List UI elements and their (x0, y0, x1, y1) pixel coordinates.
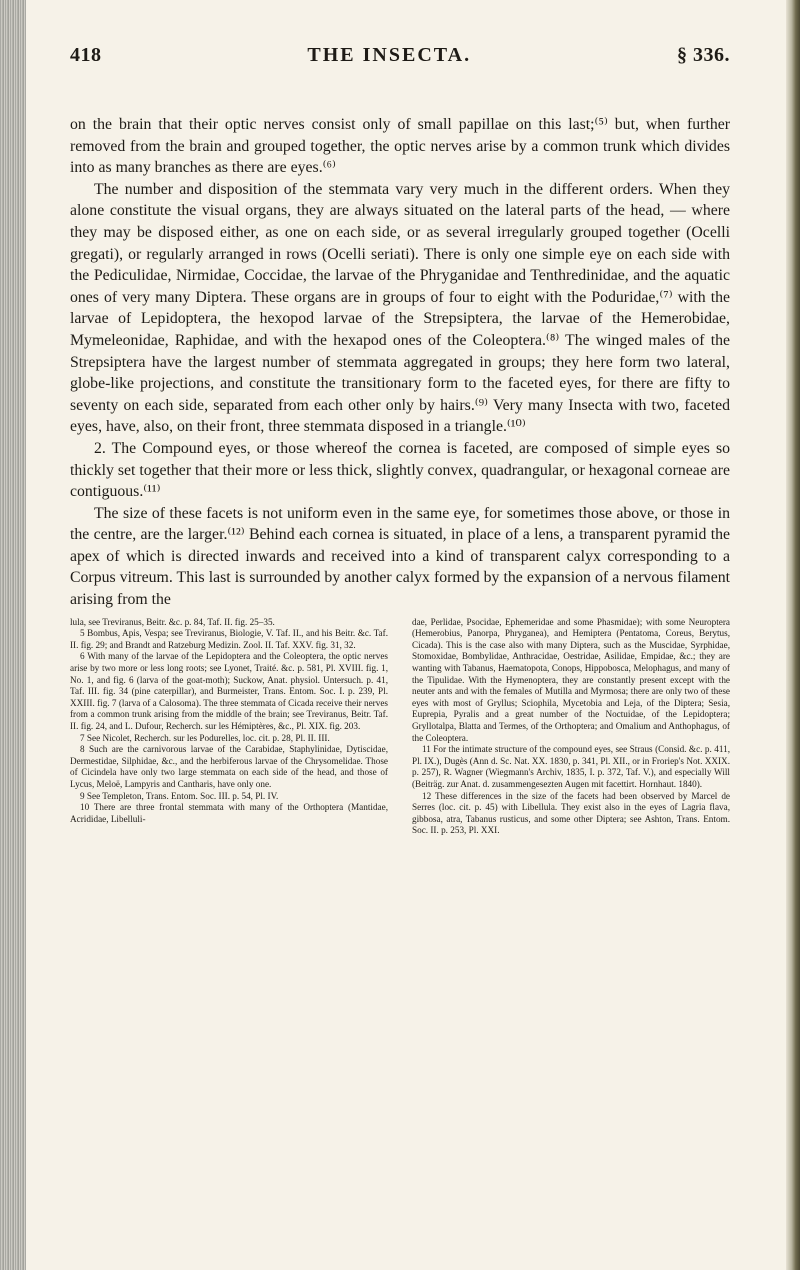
paragraph: 2. The Compound eyes, or those whereof the cornea is faceted, are composed of simple eyes so thickly set together that their more or less thick, slightly convex, quadrangular, or hexagonal corneae are contiguous.⁽¹¹⁾ (70, 439, 730, 501)
paragraph: on the brain that their optic nerves consist only of small papillae on this last;⁽⁵⁾ but, when further removed from the brain and grouped together, the optic nerves arise by a common trunk which divides into as many branches as there are eyes.⁽⁶⁾ (70, 116, 730, 177)
footnote: 12 These differences in the size of the facets had been observed by Marcel de Serres (loc. cit. p. 45) with Libellula. They exist also in the eyes of Lagria flava, gibbosa, atra, Tabanus rusticus, and some other Diptera; see Ashton, Trans. Entom. Soc. II. p. 253, Pl. XXI. (412, 790, 730, 836)
section-number: § 336. (676, 44, 730, 66)
scan-left-edge (0, 0, 26, 1270)
footnote: 5 Bombus, Apis, Vespa; see Treviranus, Biologie, V. Taf. II., and his Beitr. &c. Taf. II. fig. 29; and Brandt and Ratzeburg Medizin. Zool. II. Taf. XXV. fig. 31, 32. (70, 628, 388, 650)
page-number: 418 (70, 44, 102, 66)
footnote: 9 See Templeton, Trans. Entom. Soc. III. p. 54, Pl. IV. (80, 790, 279, 801)
scan-right-edge (786, 0, 800, 1270)
running-title: THE INSECTA. (307, 44, 472, 66)
paragraph: The size of these facets is not uniform even in the same eye, for sometimes those above, or those in the centre, are the larger.⁽¹²⁾ Behind each cornea is situated, in place of a lens, a transparent pyramid the apex of which is directed inwards and received into a kind of transparent calyx corresponding to a Corpus vitreum. This last is surrounded by another calyx formed by the expansion of a nervous filament arising from the (70, 504, 730, 609)
paragraph: The number and disposition of the stemmata vary very much in the different orders. When they alone constitute the visual organs, they are always situated on the lateral parts of the head, — where they may be disposed either, as one on each side, or as several irregularly grouped together (Ocelli gregati), or regularly arranged in rows (Ocelli seriati). There is only one simple eye on each side with the Pediculidae, Nirmidae, Coccidae, the larvae of the Phryganidae and Tenthredinidae, and the aquatic ones of very many Diptera. These organs are in groups of four to eight with the Poduridae,⁽⁷⁾ with the larvae of Lepidoptera, the hexopod larvae of the Strepsiptera, the larvae of the Hemerobidae, Mymeleonidae, Raphidae, and with the hexapod ones of the Coleoptera.⁽⁸⁾ The winged males of the Strepsiptera have the largest number of stemmata aggregated in groups; they here form two lateral, globe-like projections, and constitute the transitionary form to the faceted eyes, for there are fifty to seventy on each side, separated from each other only by hairs.⁽⁹⁾ Very many Insecta with two, faceted eyes, have, also, on their front, three stemmata disposed in a triangle.⁽¹⁰⁾ (70, 180, 730, 436)
footnotes-left-column (70, 617, 388, 837)
footnote: 10 There are three frontal stemmata with many of the Orthoptera (Mantidae, Acrididae, Libelluli- (70, 802, 388, 824)
page-header (70, 44, 730, 74)
footnote: 7 See Nicolet, Recherch. sur les Podurelles, loc. cit. p. 28, Pl. II. III. (80, 732, 330, 743)
main-text (70, 114, 730, 611)
footnote: dae, Perlidae, Psocidae, Ephemeridae and some Phasmidae); with some Neuroptera (Hemerobius, Panorpa, Phryganea), and Hemiptera (Pentatoma, Coreus, Berytus, Cicada). This is the case also with many Diptera, such as the Muscidae, Syrphidae, Stomoxidae, Bombylidae, Anthracidae, Oestridae, Asilidae, Empidae, &c.; they are wanting with Tabanus, Haematopota, Conops, Hippobosca, Melophagus, and many of the Tipulidae. With the Hymenoptera, they are constantly present except with the neuter ants and with the females of Mutilla and Myrmosa; there are only two of these eyes with most of Gryllus; Sciophila, Mycetobia and Leja, of the Diptera; Sesia, Euprepia, Pyralis and a great number of the Noctuidae, of the Lepidoptera; Gryllotalpa, Blatta and Termes, of the Orthoptera; and Omalium and Anthophagus, of the Coleoptera. (412, 616, 730, 743)
footnotes (70, 617, 730, 837)
footnote: 11 For the intimate structure of the compound eyes, see Straus (Consid. &c. p. 411, Pl. IX.), Dugès (Ann d. Sc. Nat. XX. 1830, p. 341, Pl. XII., or in Froriep's Not. XXIX. p. 257), R. Wagner (Wiegmann's Archiv, 1835, I. p. 372, Taf. V.), and especially Will (Beiträg. zur Anat. d. zusammengesezten Augen mit facettirt. Hornhaut. 1840). (412, 744, 730, 789)
book-page (70, 44, 730, 1254)
footnote: lula, see Treviranus, Beitr. &c. p. 84, Taf. II. fig. 25–35. (70, 616, 275, 627)
footnote: 6 With many of the larvae of the Lepidoptera and the Coleoptera, the optic nerves arise by two more or less long roots; see Lyonet, Traité. &c. p. 581, Pl. XVIII. fig. 1, No. 1, and fig. 6 (larva of the goat-moth); Suckow, Anat. physiol. Untersuch. p. 41, Taf. III. fig. 34 (pine caterpillar), and Burmeister, Trans. Entom. Soc. I. p. 239, Pl. XXIII. fig. 7 (larva of a Calosoma). The three stemmata of Cicada receive their nerves from a common trunk arising from the middle of the brain; see Treviranus, Beitr. Taf. II. fig. 24, and L. Dufour, Recherch. sur les Hémiptères, &c., Pl. XIX. fig. 203. (70, 651, 388, 731)
footnote: 8 Such are the carnivorous larvae of the Carabidae, Staphylinidae, Dytiscidae, Dermestidae, Silphidae, &c., and the herbiferous larvae of the Chrysomelidae. Those of Cicindela have only two large stemmata on each side of the head, and those of Lycus, Meloë, Lampyris and Cantharis, have only one. (70, 744, 388, 789)
footnotes-right-column (412, 617, 730, 837)
